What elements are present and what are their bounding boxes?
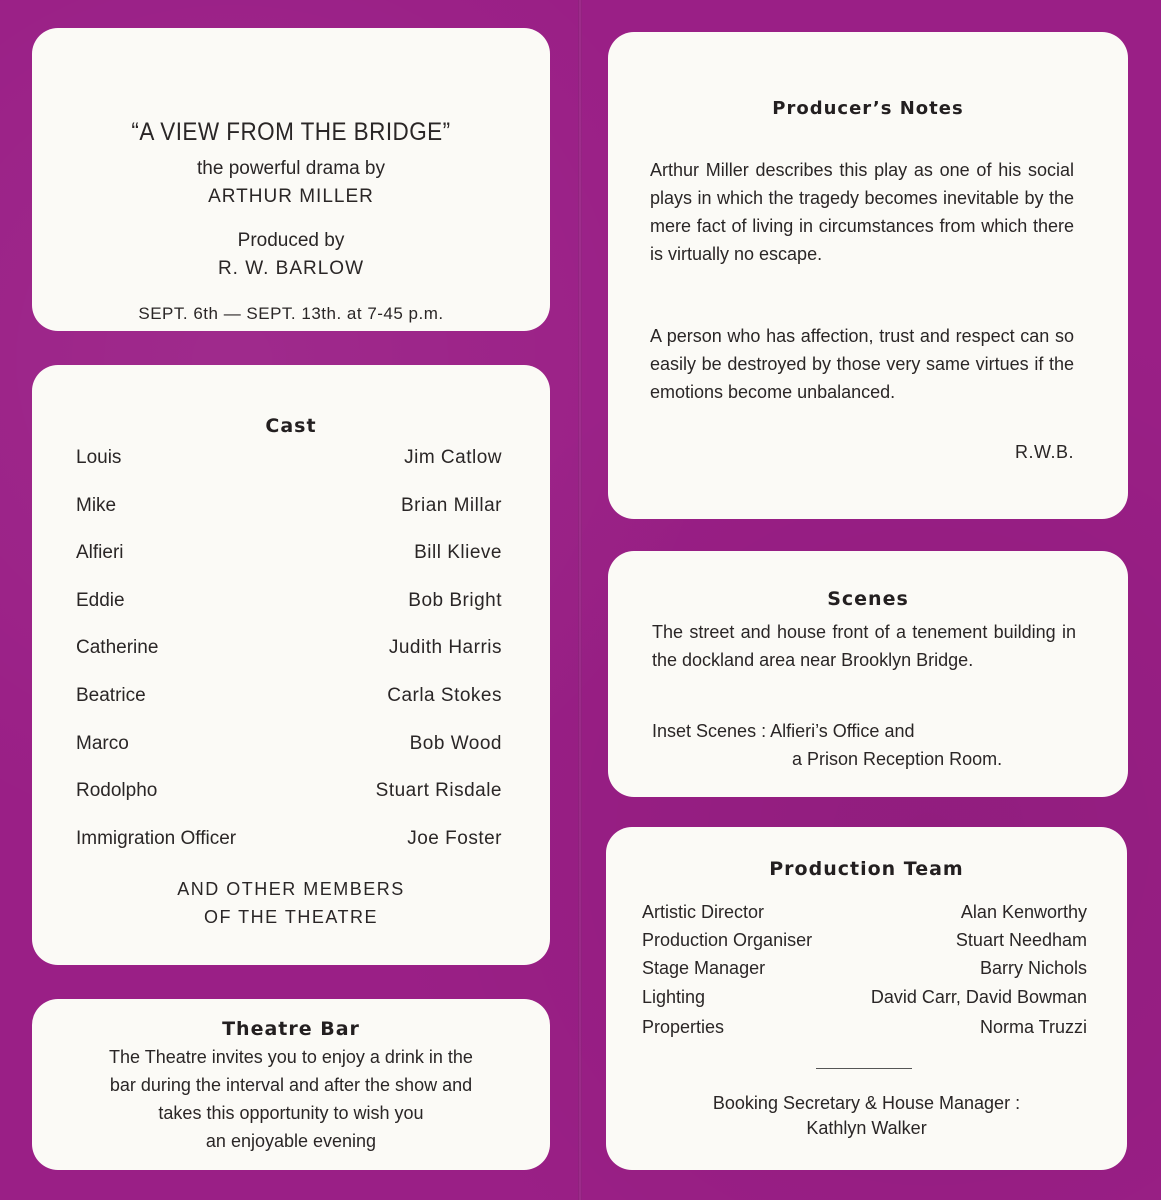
team-role: Production Organiser [642,930,813,950]
cast-role: Louis [76,447,122,468]
cast-actor: Bob Wood [409,733,502,754]
team-role: Artistic Director [642,902,765,922]
cast-role: Mike [76,495,117,516]
team-person: David Carr, David Bowman [870,987,1087,1007]
cast-card [32,365,550,965]
notes-paragraph-2: A person who has affection, trust and respect can so easily be destroyed by those very same virtues if the emotions become unbalanced. [650,326,1074,402]
fold-crease [578,0,582,1200]
team-person: Stuart Needham [955,930,1087,950]
performance-dates: SEPT. 6th — SEPT. 13th. at 7-45 p.m. [138,304,444,323]
theatre-bar-line: bar during the interval and after the show and [109,1075,473,1095]
cast-role: Catherine [76,637,159,658]
cast-actor: Brian Millar [400,495,502,516]
divider-rule [816,1068,912,1069]
scenes-heading: Scenes [827,588,909,610]
other-members-line1: AND OTHER MEMBERS [177,879,405,899]
production-team-card [606,827,1127,1170]
cast-role: Alfieri [76,542,124,563]
team-role: Properties [642,1017,725,1037]
producers-notes-heading: Producer’s Notes [772,98,964,119]
inset-scenes-line2: a Prison Reception Room. [792,749,1003,769]
cast-role: Rodolpho [76,780,158,801]
theatre-bar-text [52,1043,530,1155]
notes-paragraph-1: Arthur Miller describes this play as one of his social plays in which the tragedy becomes inevitable by the mere fact of living in circumstances from which there is virtually no escape. [650,160,1074,264]
team-role: Stage Manager [642,958,766,978]
cast-actor: Carla Stokes [387,685,502,706]
other-members-note [32,875,550,931]
cast-row [76,685,502,713]
team-row [642,930,1087,958]
cast-row [76,495,502,523]
cast-role: Immigration Officer [76,828,237,849]
team-role: Lighting [642,987,706,1007]
team-person: Alan Kenworthy [960,902,1087,922]
team-row [642,987,1087,1015]
cast-actor: Bill Klieve [414,542,502,563]
team-row [642,902,1087,930]
cast-row [76,828,502,856]
team-person: Barry Nichols [979,958,1087,978]
scenes-description: The street and house front of a tenement building in the dockland area near Brooklyn Bridge. [652,622,1076,670]
notes-signature: R.W.B. [1014,442,1074,462]
cast-row [76,542,502,570]
team-row [642,958,1087,986]
theatre-bar-line: The Theatre invites you to enjoy a drink in the [109,1047,473,1067]
theatre-bar-line: takes this opportunity to wish you [158,1103,424,1123]
theatre-bar-heading: Theatre Bar [222,1018,360,1040]
booking-label: Booking Secretary & House Manager : [712,1093,1021,1113]
producers-notes-card [608,32,1128,519]
cast-actor: Joe Foster [407,828,502,849]
scenes-card [608,551,1128,797]
cast-row [76,447,502,475]
title-card [32,28,550,331]
cast-role: Beatrice [76,685,146,706]
cast-actor: Judith Harris [388,637,502,658]
team-person: Norma Truzzi [979,1017,1087,1037]
booking-name: Kathlyn Walker [806,1118,927,1138]
theatre-bar-card [32,999,550,1170]
produced-by-label: Produced by [237,230,345,251]
inset-scenes-line1: Inset Scenes : Alfieri’s Office and [652,721,915,741]
cast-actor: Jim Catlow [404,447,502,468]
cast-role: Eddie [76,590,125,611]
cast-row [76,637,502,665]
cast-actor: Bob Bright [408,590,502,611]
other-members-line2: OF THE THEATRE [203,907,379,927]
theatre-bar-line: an enjoyable evening [205,1131,377,1151]
cast-actor: Stuart Risdale [375,780,502,801]
cast-row [76,780,502,808]
production-team-heading: Production Team [769,858,964,880]
play-subtitle: the powerful drama by [197,158,385,179]
cast-row [76,590,502,618]
cast-role: Marco [76,733,129,754]
cast-row [76,733,502,761]
play-title: “A VIEW FROM THE BRIDGE” [131,118,451,146]
cast-heading: Cast [265,415,317,437]
booking-secretary [606,1091,1127,1141]
play-author: ARTHUR MILLER [208,186,374,207]
producer-name: R. W. BARLOW [217,258,365,279]
team-row [642,1017,1087,1045]
